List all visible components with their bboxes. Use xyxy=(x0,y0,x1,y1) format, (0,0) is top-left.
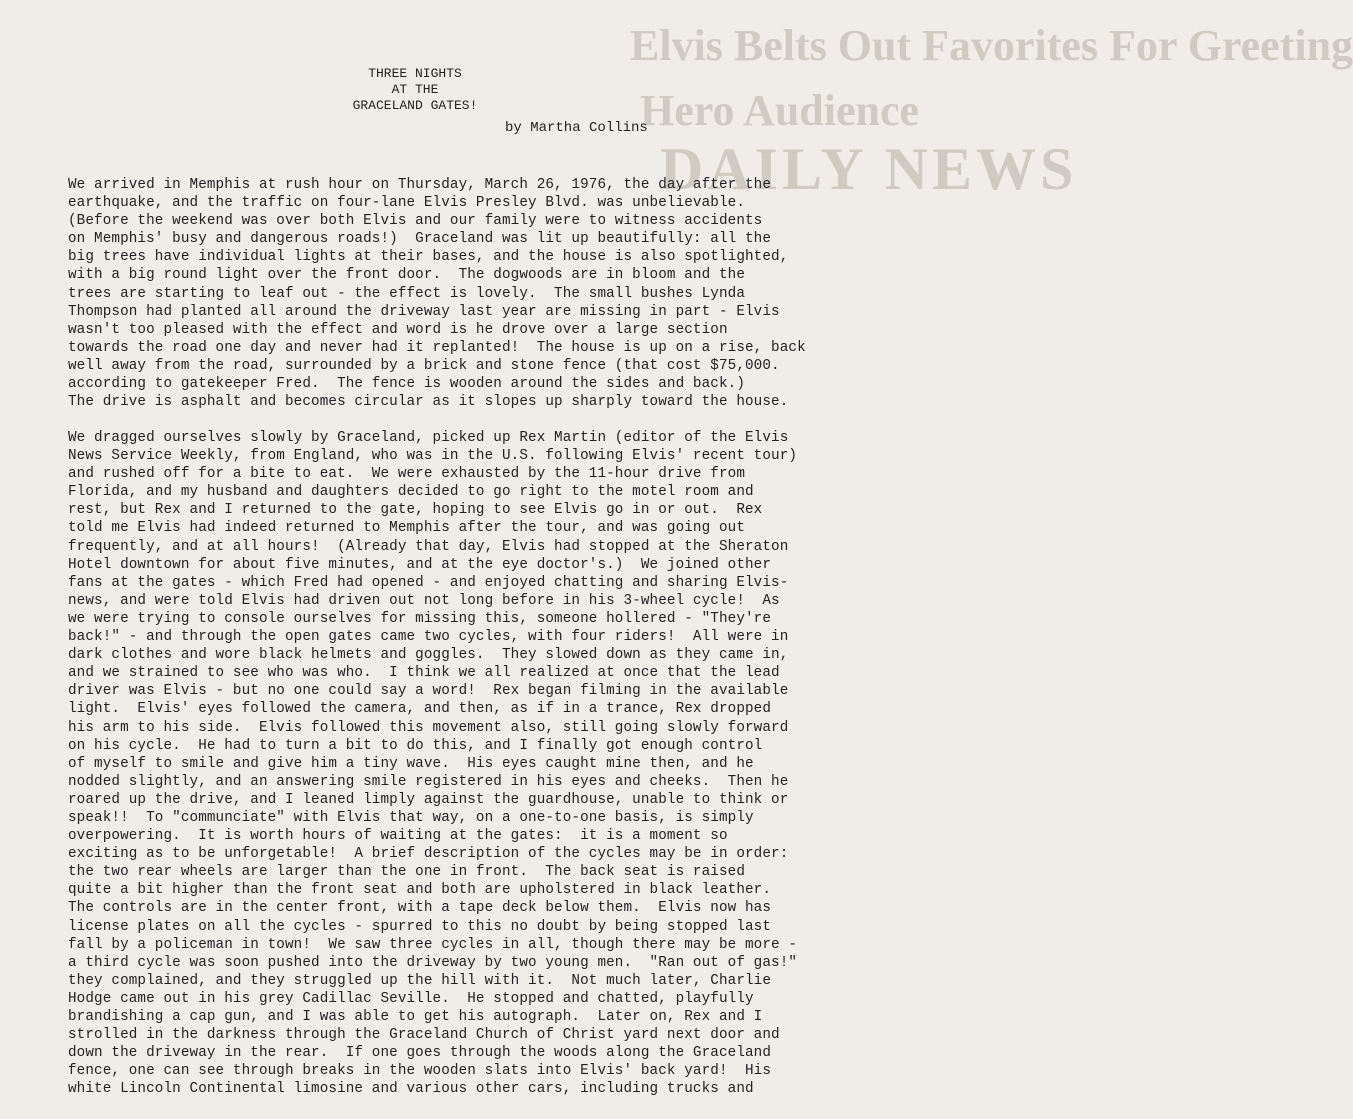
bleed-headline-1: Elvis Belts Out Favorites For Greeting xyxy=(630,21,1353,70)
text-line: light. Elvis' eyes followed the camera, and then, as if in a trance, Rex dropped xyxy=(68,701,772,718)
text-line: quite a bit higher than the front seat and both are upholstered in black leather. xyxy=(68,882,772,899)
text-line: fall by a policeman in town! We saw three cycles in all, though there may be more - xyxy=(68,936,798,953)
text-line: wasn't too pleased with the effect and word is he drove over a large section xyxy=(68,321,728,338)
text-line: they complained, and they struggled up the hill with it. Not much later, Charlie xyxy=(68,972,772,989)
text-line: exciting as to be unforgetable! A brief description of the cycles may be in order: xyxy=(68,846,789,863)
bleed-masthead: DAILY NEWS xyxy=(660,136,1078,202)
text-line: Florida, and my husband and daughters decided to go right to the motel room and xyxy=(68,484,754,501)
text-line: News Service Weekly, from England, who was in the U.S. following Elvis' recent tour) xyxy=(68,448,798,465)
text-line: well away from the road, surrounded by a brick and stone fence (that cost $75,000. xyxy=(68,357,780,374)
text-line: big trees have individual lights at their bases, and the house is also spotlighted, xyxy=(68,249,789,266)
title-line: AT THE xyxy=(391,82,439,97)
text-line: towards the road one day and never had it replanted! The house is up on a rise, back xyxy=(68,339,806,356)
paragraph-2 xyxy=(68,429,858,1098)
document-title xyxy=(300,66,530,114)
text-line: fans at the gates - which Fred had opened - and enjoyed chatting and sharing Elvis- xyxy=(68,574,789,591)
text-line: of myself to smile and give him a tiny wave. His eyes caught mine then, and he xyxy=(68,755,754,772)
paragraph-1 xyxy=(68,176,858,411)
text-line: Hodge came out in his grey Cadillac Seville. He stopped and chatted, playfully xyxy=(68,990,754,1007)
text-line: told me Elvis had indeed returned to Memphis after the tour, and was going out xyxy=(68,520,746,537)
text-line: the two rear wheels are larger than the one in front. The back seat is raised xyxy=(68,864,746,881)
text-line: nodded slightly, and an answering smile registered in his eyes and cheeks. Then he xyxy=(68,773,789,790)
text-line: (Before the weekend was over both Elvis and our family were to witness accidents xyxy=(68,213,763,230)
bleed-headline-2: Hero Audience xyxy=(640,86,920,135)
text-line: back!" - and through the open gates came two cycles, with four riders! All were in xyxy=(68,629,789,646)
text-line: a third cycle was soon pushed into the driveway by two young men. "Ran out of gas!" xyxy=(68,954,798,971)
text-line: overpowering. It is worth hours of waiting at the gates: it is a moment so xyxy=(68,828,728,845)
byline: by Martha Collins xyxy=(505,120,648,136)
text-line: The drive is asphalt and becomes circular as it slopes up sharply toward the house. xyxy=(68,394,789,411)
text-line: license plates on all the cycles - spurred to this no doubt by being stopped last xyxy=(68,918,772,935)
text-line: Thompson had planted all around the driveway last year are missing in part - Elvis xyxy=(68,303,780,320)
text-line: news, and were told Elvis had driven out not long before in his 3-wheel cycle! As xyxy=(68,592,780,609)
text-line: roared up the drive, and I leaned limply against the guardhouse, unable to think or xyxy=(68,791,789,808)
text-line: dark clothes and wore black helmets and goggles. They slowed down as they came in, xyxy=(68,647,789,664)
text-line: fence, one can see through breaks in the wooden slats into Elvis' back yard! His xyxy=(68,1063,772,1080)
text-line: Hotel downtown for about five minutes, and at the eye doctor's.) We joined other xyxy=(68,556,772,573)
text-line: We arrived in Memphis at rush hour on Thursday, March 26, 1976, the day after the xyxy=(68,177,772,193)
text-line: and we strained to see who was who. I think we all realized at once that the lead xyxy=(68,665,780,682)
text-line: with a big round light over the front door. The dogwoods are in bloom and the xyxy=(68,267,746,284)
text-line: speak!! To "communciate" with Elvis that way, on a one-to-one basis, is simply xyxy=(68,809,754,826)
text-line: trees are starting to leaf out - the effect is lovely. The small bushes Lynda xyxy=(68,285,746,302)
text-line: down the driveway in the rear. If one goes through the woods along the Graceland xyxy=(68,1045,772,1062)
text-line: and rushed off for a bite to eat. We were exhausted by the 11-hour drive from xyxy=(68,466,746,483)
text-line: on Memphis' busy and dangerous roads!) Graceland was lit up beautifully: all the xyxy=(68,231,772,248)
text-line: earthquake, and the traffic on four-lane Elvis Presley Blvd. was unbelievable. xyxy=(68,195,746,212)
title-line: GRACELAND GATES! xyxy=(352,98,478,113)
title-line: THREE NIGHTS xyxy=(368,66,462,81)
text-line: rest, but Rex and I returned to the gate, hoping to see Elvis go in or out. Rex xyxy=(68,502,763,519)
text-line: frequently, and at all hours! (Already that day, Elvis had stopped at the Sheraton xyxy=(68,538,789,555)
text-line: brandishing a cap gun, and I was able to get his autograph. Later on, Rex and I xyxy=(68,1009,763,1025)
text-line: we were trying to console ourselves for missing this, someone hollered - "They're xyxy=(68,610,772,627)
text-line: We dragged ourselves slowly by Graceland, picked up Rex Martin (editor of the Elvis xyxy=(68,430,789,446)
text-line: on his cycle. He had to turn a bit to do this, and I finally got enough control xyxy=(68,737,763,754)
text-line: The controls are in the center front, with a tape deck below them. Elvis now has xyxy=(68,900,772,917)
text-line: driver was Elvis - but no one could say a word! Rex began filming in the available xyxy=(68,683,789,700)
text-line: white Lincoln Continental limosine and various other cars, including trucks and xyxy=(68,1081,754,1098)
text-line: according to gatekeeper Fred. The fence is wooden around the sides and back.) xyxy=(68,376,746,393)
text-line: strolled in the darkness through the Graceland Church of Christ yard next door and xyxy=(68,1027,780,1044)
text-line: his arm to his side. Elvis followed this movement also, still going slowly forward xyxy=(68,719,789,736)
